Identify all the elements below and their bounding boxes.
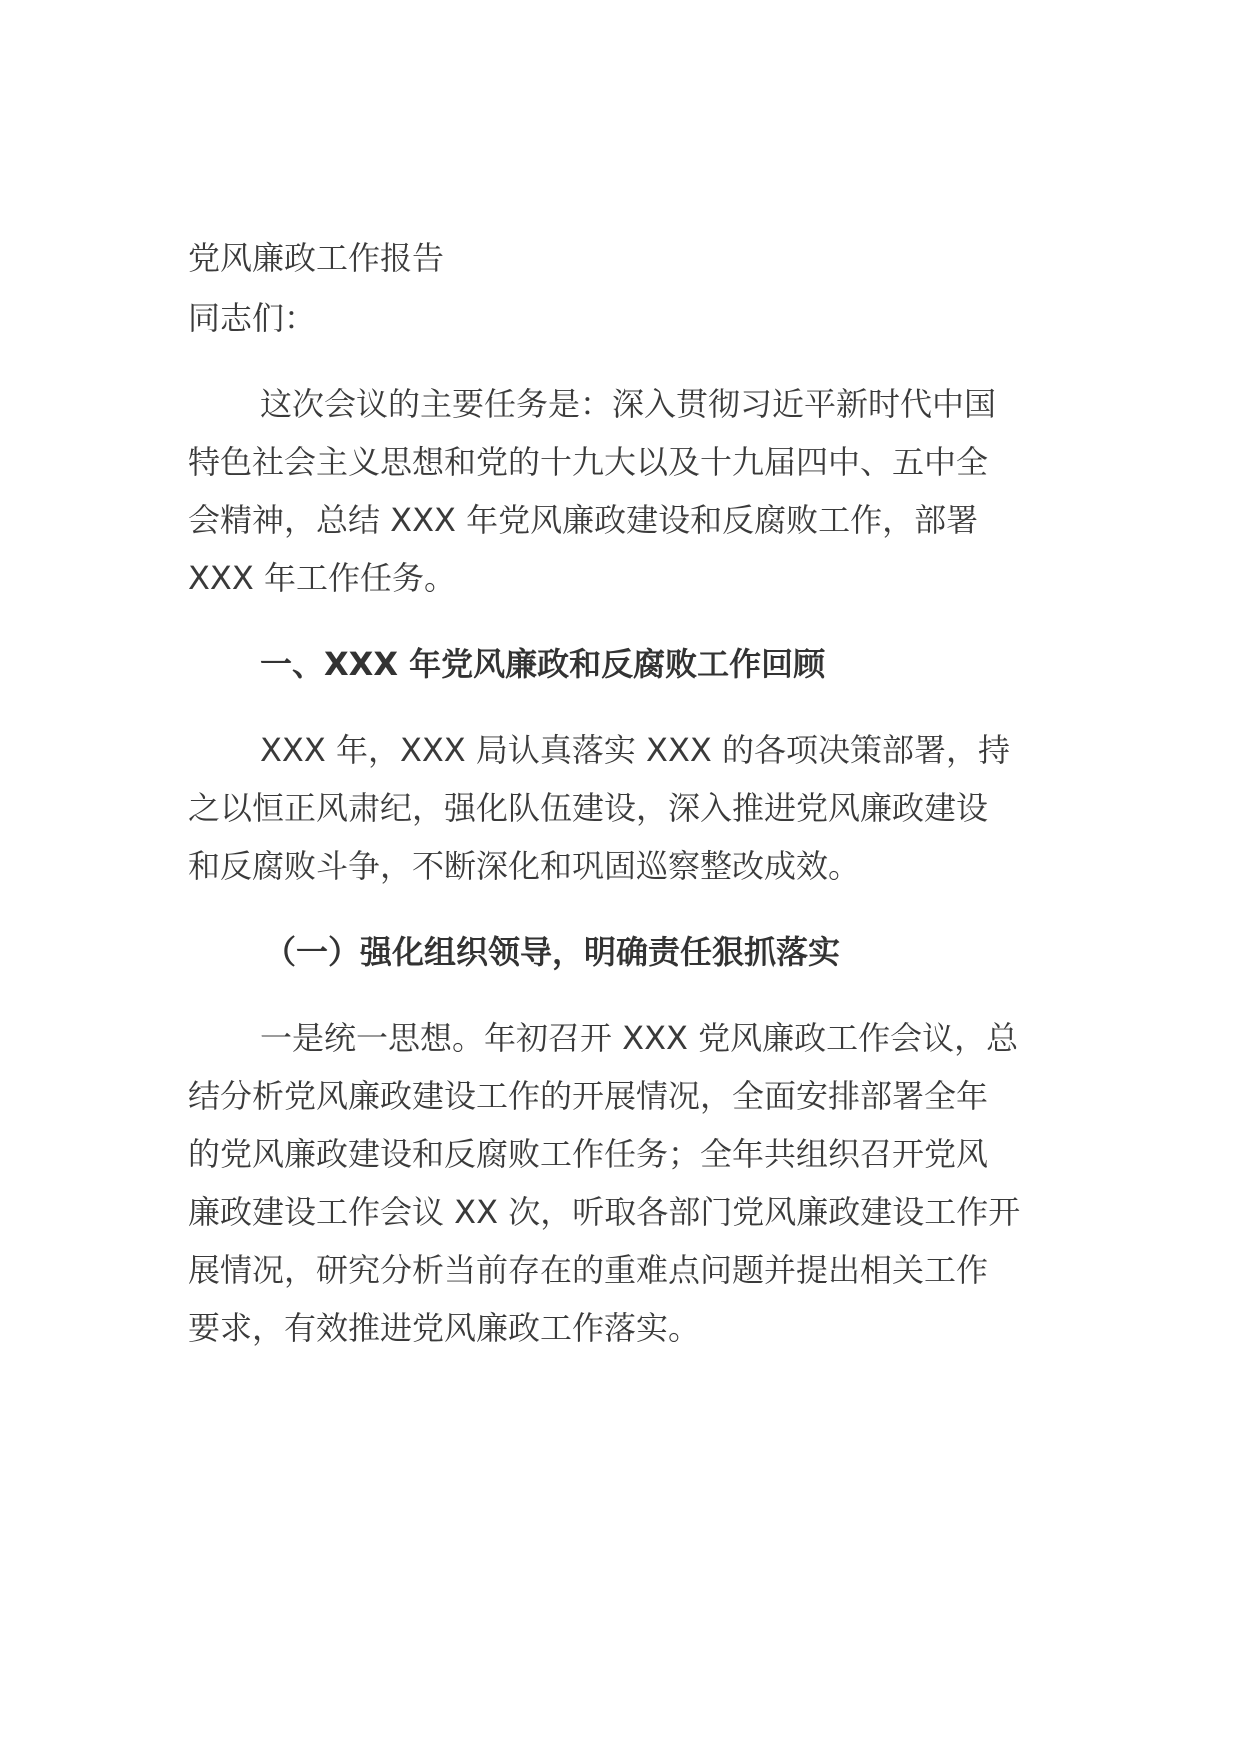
paragraph-line: 廉政建设工作会议 XX 次，听取各部门党风廉政建设工作开 bbox=[188, 1193, 1021, 1231]
paragraph-line: 结分析党风廉政建设工作的开展情况，全面安排部署全年 bbox=[188, 1077, 989, 1115]
subsection-heading: （一）强化组织领导，明确责任狠抓落实 bbox=[264, 933, 841, 971]
salutation: 同志们： bbox=[188, 299, 317, 337]
paragraph-line: 这次会议的主要任务是：深入贯彻习近平新时代中国 bbox=[260, 385, 997, 423]
paragraph-line: XXX 年工作任务。 bbox=[188, 559, 456, 597]
paragraph-line: 一是统一思想。年初召开 XXX 党风廉政工作会议，总 bbox=[260, 1019, 1019, 1057]
paragraph-line: 之以恒正风肃纪，强化队伍建设，深入推进党风廉政建设 bbox=[188, 789, 989, 827]
document-title: 党风廉政工作报告 bbox=[188, 239, 445, 277]
paragraph-line: 会精神，总结 XXX 年党风廉政建设和反腐败工作，部署 bbox=[188, 501, 979, 539]
paragraph-line: 和反腐败斗争，不断深化和巩固巡察整改成效。 bbox=[188, 847, 861, 885]
paragraph-line: XXX 年，XXX 局认真落实 XXX 的各项决策部署，持 bbox=[260, 731, 1010, 769]
paragraph-line: 要求，有效推进党风廉政工作落实。 bbox=[188, 1309, 701, 1347]
paragraph-line: 展情况，研究分析当前存在的重难点问题并提出相关工作 bbox=[188, 1251, 989, 1289]
paragraph-line: 的党风廉政建设和反腐败工作任务；全年共组织召开党风 bbox=[188, 1135, 989, 1173]
paragraph-line: 特色社会主义思想和党的十九大以及十九届四中、五中全 bbox=[188, 443, 989, 481]
section-heading: 一、XXX 年党风廉政和反腐败工作回顾 bbox=[260, 645, 826, 683]
